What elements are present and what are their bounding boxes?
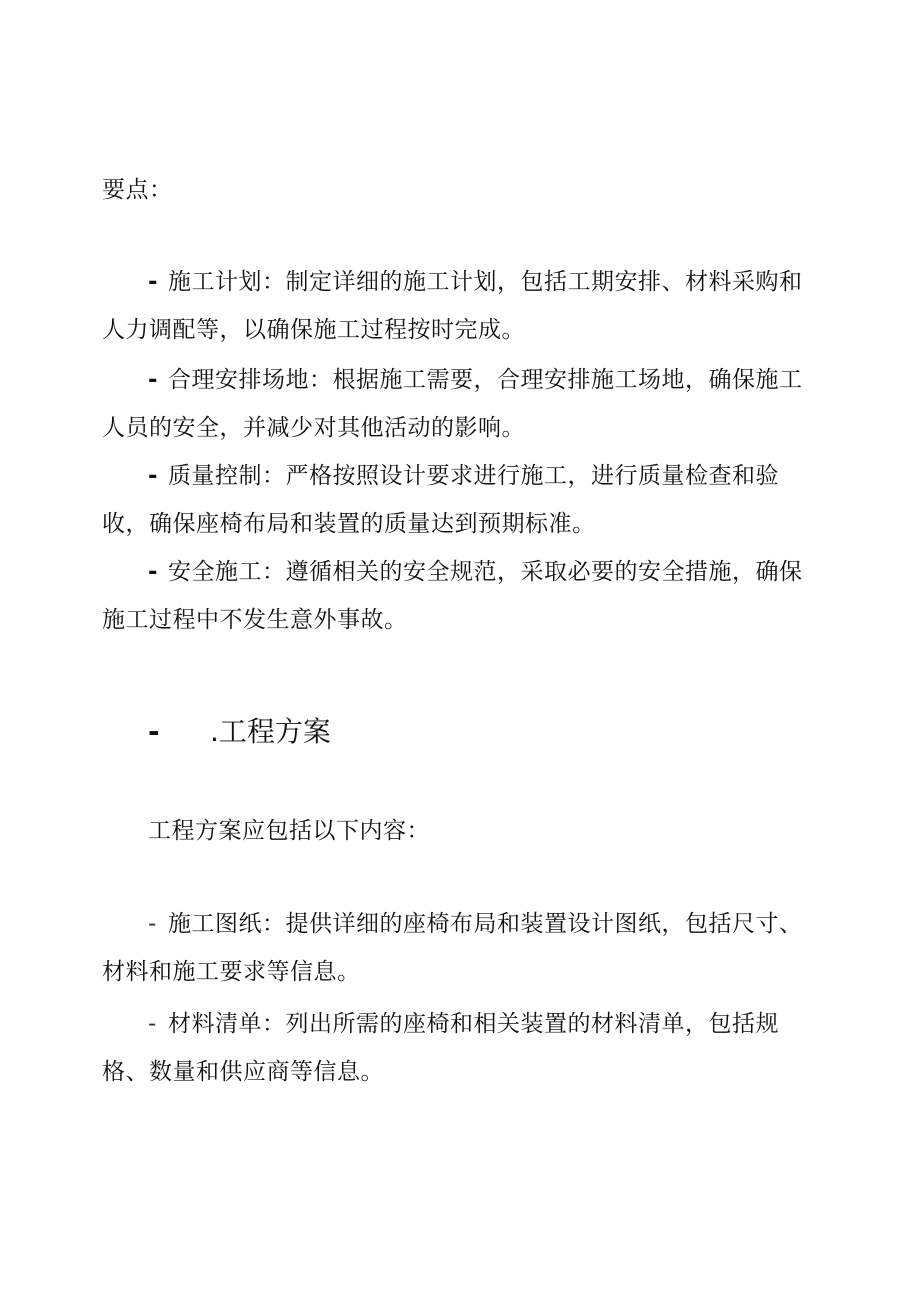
section-intro: 工程方案应包括以下内容： (148, 818, 430, 844)
heading-dash: - (148, 715, 160, 748)
list-item-line2: 材料和施工要求等信息。 (102, 959, 361, 985)
item-text: 合理安排场地：根据施工需要，合理安排施工场地，确保施工 (168, 367, 803, 393)
list-item-line2: 人力调配等，以确保施工过程按时完成。 (102, 317, 525, 343)
item-text: 施工计划：制定详细的施工计划，包括工期安排、材料采购和 (168, 269, 803, 295)
item-text: 质量控制：严格按照设计要求进行施工，进行质量检查和验 (168, 463, 779, 489)
bullet-dash: - (148, 559, 159, 585)
list-item-line1 (148, 556, 848, 588)
item-text: 施工图纸：提供详细的座椅布局和装置设计图纸，包括尺寸、 (168, 911, 803, 937)
section-heading (148, 714, 331, 750)
list-item-line2: 收，确保座椅布局和装置的质量达到预期标准。 (102, 511, 596, 537)
list-item-line1 (148, 364, 848, 396)
list-item-line1 (148, 266, 848, 298)
item-text: 材料清单：列出所需的座椅和相关装置的材料清单，包括规 (168, 1011, 779, 1037)
list-item-line1 (148, 1008, 848, 1040)
list-item-line1 (148, 908, 848, 940)
bullet-dash: - (148, 367, 159, 393)
section-intro: 要点： (102, 177, 173, 203)
heading-text: .工程方案 (210, 715, 331, 748)
bullet-dash: - (148, 911, 157, 937)
list-item-line2: 人员的安全，并减少对其他活动的影响。 (102, 415, 525, 441)
item-text: 安全施工：遵循相关的安全规范，采取必要的安全措施，确保 (168, 559, 803, 585)
bullet-dash: - (148, 1011, 157, 1037)
bullet-dash: - (148, 269, 159, 295)
list-item-line2: 施工过程中不发生意外事故。 (102, 607, 408, 633)
list-item-line2: 格、数量和供应商等信息。 (102, 1059, 384, 1085)
list-item-line1 (148, 460, 848, 492)
bullet-dash: - (148, 463, 159, 489)
